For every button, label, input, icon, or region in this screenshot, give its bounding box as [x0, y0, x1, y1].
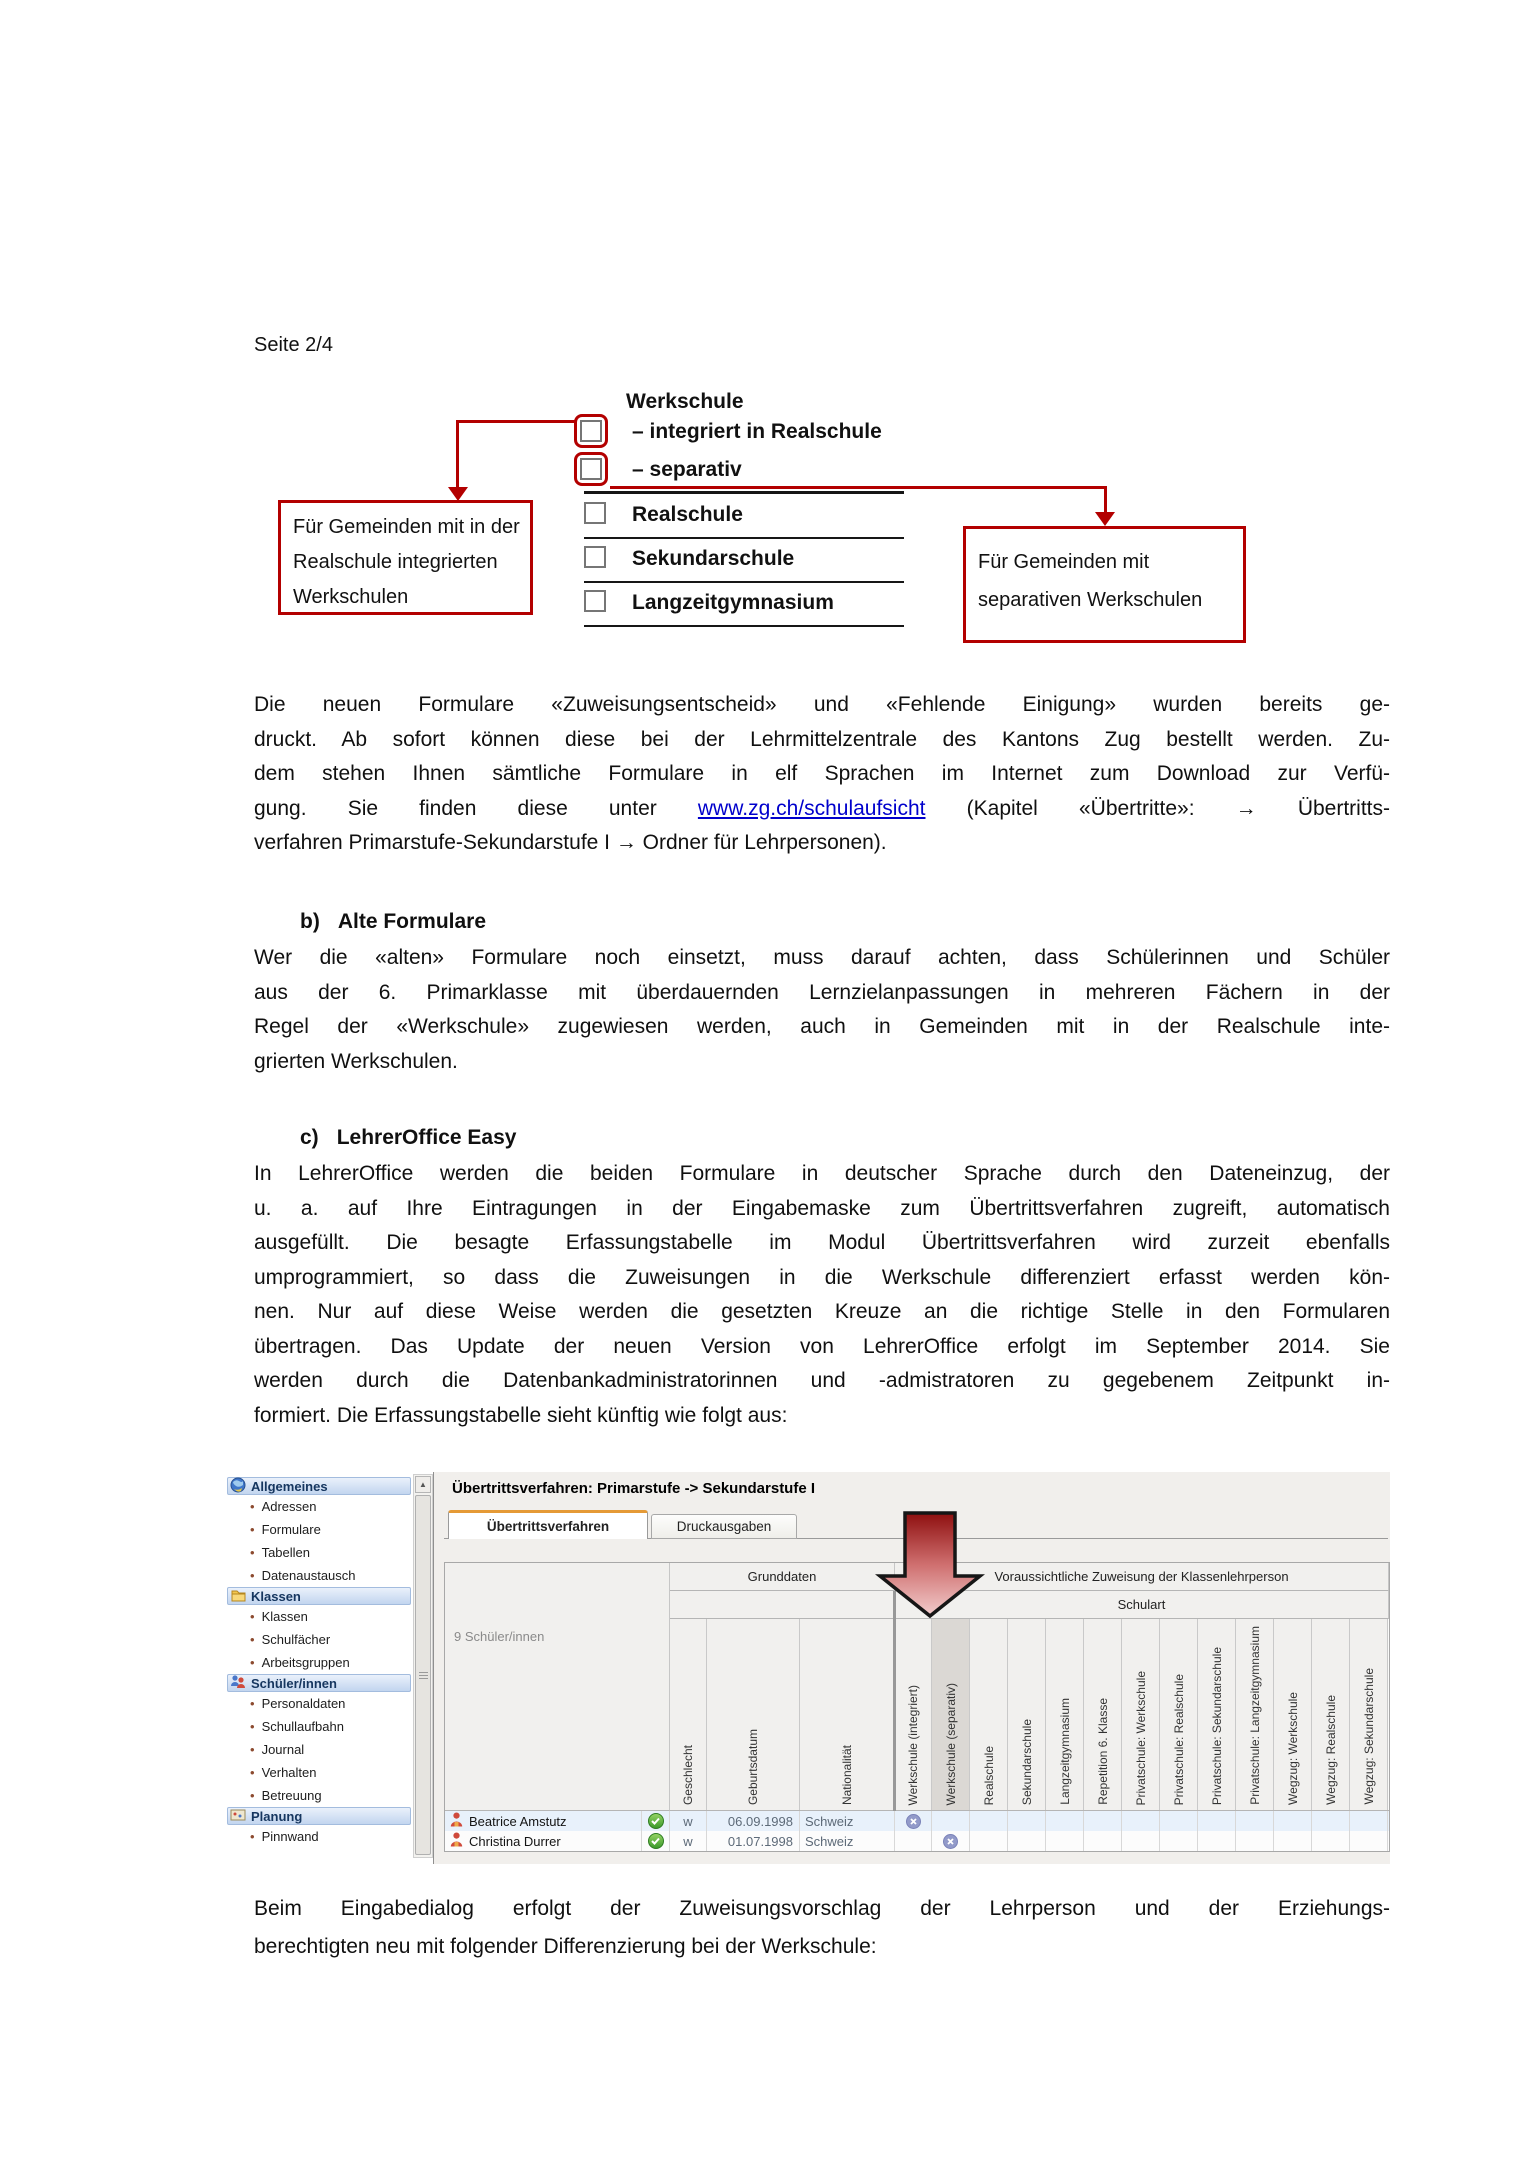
sidebar-section-label: Schüler/innen [251, 1675, 337, 1691]
lehreroffice-screenshot [225, 1472, 1390, 1864]
student-name: Beatrice Amstutz [469, 1813, 567, 1829]
sidebar-item-label: Pinnwand [261, 1829, 319, 1844]
paragraph-line: berechtigten neu mit folgender Differenzierung bei der Werkschule: [254, 1935, 877, 1958]
thumb-grip-icon [419, 1675, 428, 1676]
checkbox-box[interactable] [580, 458, 602, 480]
paragraph-line: formiert. Die Erfassungstabelle sieht künftig wie folgt aus: [254, 1403, 788, 1427]
column-header-nationalitaet[interactable] [800, 1619, 895, 1810]
diagram-group-title: Werkschule [626, 390, 744, 413]
note-line: Für Gemeinden mit in der [293, 516, 520, 538]
zuweisung-cell[interactable] [970, 1811, 1008, 1831]
bullet-icon: • [250, 1632, 255, 1647]
tab-druckausgaben[interactable] [651, 1514, 797, 1539]
cell-value: Schweiz [805, 1813, 854, 1829]
column-label: Wegzug: Realschule [1323, 1695, 1338, 1805]
zuweisung-cell[interactable] [1236, 1811, 1274, 1831]
column-label: Sekundarschule [1019, 1718, 1034, 1805]
checkbox-realschule[interactable] [584, 502, 606, 524]
group-header-grunddaten [670, 1563, 895, 1591]
sidebar-scrollbar[interactable] [413, 1474, 433, 1858]
checkbox-sekundarschule[interactable] [584, 546, 606, 568]
paragraph-line: druckt. Ab sofort können diese bei der Lehrmittelzentrale des Kantons Zug bestellt werden. Zu- [254, 727, 1390, 751]
column-label: Privatschule: Langzeitgymnasium [1247, 1626, 1262, 1805]
status-ok-icon [648, 1813, 664, 1829]
zuweisung-cell[interactable] [1046, 1831, 1084, 1851]
bullet-icon: • [250, 1742, 255, 1757]
zuweisung-cell[interactable] [1084, 1811, 1122, 1831]
checkbox-werkschule-separativ[interactable] [574, 452, 608, 486]
sidebar-item-label: Datenaustausch [261, 1568, 356, 1583]
sidebar-item-journal[interactable] [225, 1738, 413, 1761]
paragraph-line: Die neuen Formulare «Zuweisungsentscheid» und «Fehlende Einigung» wurden bereits ge- [254, 693, 1390, 716]
group-header-label: Voraussichtliche Zuweisung der Klassenlehrperson [994, 1569, 1289, 1584]
form-rule [584, 491, 904, 494]
column-label: Privatschule: Realschule [1171, 1673, 1186, 1805]
zuweisung-cell[interactable] [932, 1811, 970, 1831]
sidebar-item-betreuung[interactable] [225, 1784, 413, 1807]
sidebar-item-label: Formulare [261, 1522, 321, 1537]
column-header-band [670, 1619, 1389, 1811]
note-line: separativen Werkschulen [978, 589, 1203, 611]
geburtsdatum-cell[interactable] [707, 1811, 800, 1831]
column-label: Wegzug: Werkschule [1285, 1692, 1300, 1805]
column-header-privatschule-realschule[interactable] [1160, 1619, 1198, 1810]
column-header-langzeitgymnasium[interactable] [1046, 1619, 1084, 1810]
column-header-wegzug-werkschule[interactable] [1274, 1619, 1312, 1810]
thumb-grip-icon [419, 1672, 428, 1673]
option-label-langzeitgymnasium: Langzeitgymnasium [632, 591, 834, 614]
table-row[interactable] [445, 1831, 1389, 1851]
bullet-icon: • [250, 1696, 255, 1711]
scroll-up-button[interactable] [415, 1476, 431, 1493]
bullet-icon: • [250, 1609, 255, 1624]
status-ok-icon [648, 1833, 664, 1849]
bullet-icon: • [250, 1765, 255, 1780]
bullet-icon: • [250, 1545, 255, 1560]
nationalitaet-cell[interactable] [800, 1831, 895, 1851]
sidebar-item-pinnwand[interactable] [225, 1825, 413, 1848]
sidebar-item-label: Betreuung [261, 1788, 322, 1803]
form-rule [584, 581, 904, 583]
sidebar-item-label: Verhalten [261, 1765, 317, 1780]
sidebar-item-label: Schulfächer [261, 1632, 331, 1647]
closing-paragraph [254, 1890, 1390, 1966]
student-name: Christina Durrer [469, 1833, 561, 1849]
zuweisung-cell[interactable] [1236, 1831, 1274, 1851]
sidebar-item-label: Personaldaten [261, 1696, 346, 1711]
column-label: Nationalität [840, 1744, 854, 1805]
zuweisung-cell[interactable] [1046, 1811, 1084, 1831]
annotation-line-right [610, 486, 1107, 489]
zuweisung-cell[interactable] [1350, 1811, 1388, 1831]
sidebar-section-klassen[interactable] [227, 1587, 411, 1605]
paragraph-line: grierten Werkschulen. [254, 1049, 458, 1073]
sidebar-item-label: Arbeitsgruppen [261, 1655, 350, 1670]
section-title: Alte Formulare [337, 910, 487, 933]
column-label: Geschlecht [681, 1744, 695, 1805]
zuweisung-cell[interactable] [1084, 1831, 1122, 1851]
paragraph-line: Regel der «Werkschule» zugewiesen werden, auch in Gemeinden mit in der Realschule inte- [254, 1015, 1390, 1038]
folder-icon [230, 1587, 246, 1606]
paragraph-line: dem stehen Ihnen sämtliche Formulare in elf Sprachen im Internet zum Download zur Verfü- [254, 762, 1390, 785]
sidebar-item-klassen[interactable] [225, 1605, 413, 1628]
column-header-privatschule-langzeitgymnasium[interactable] [1236, 1619, 1274, 1810]
sidebar-item-arbeitsgruppen[interactable] [225, 1651, 413, 1674]
section-c-heading [254, 1121, 1390, 1156]
zuweisung-cell[interactable] [1198, 1831, 1236, 1851]
highlight-arrow-icon [870, 1508, 1000, 1623]
checkbox-box[interactable] [580, 420, 602, 442]
tab-label: Druckausgaben [676, 1519, 772, 1534]
zuweisung-cell-werkschule-separativ[interactable] [932, 1831, 970, 1851]
bullet-icon: • [250, 1499, 255, 1514]
status-cell[interactable] [642, 1831, 670, 1851]
sidebar-section-planung[interactable] [227, 1807, 411, 1825]
student-count-label: 9 Schüler/innen [454, 1629, 545, 1644]
annotation-line-left [456, 420, 577, 423]
note-line: Für Gemeinden mit [978, 551, 1150, 573]
sidebar-item-datenaustausch[interactable] [225, 1564, 413, 1587]
sidebar-item-label: Klassen [261, 1609, 308, 1624]
bullet-icon: • [250, 1568, 255, 1583]
bullet-icon: • [250, 1719, 255, 1734]
sidebar-section-label: Planung [251, 1808, 303, 1824]
table-row[interactable] [445, 1811, 1389, 1831]
bullet-icon: • [250, 1829, 255, 1844]
sidebar-item-label: Schullaufbahn [261, 1719, 344, 1734]
section-b-body [254, 941, 1390, 1079]
paragraph-line: Wer die «alten» Formulare noch einsetzt, muss darauf achten, dass Schülerinnen und Schüler [254, 946, 1390, 969]
zuweisung-cell[interactable] [895, 1831, 932, 1851]
column-header-geschlecht[interactable] [670, 1619, 707, 1810]
section-marker: b) [300, 910, 320, 933]
sidebar-section-allgemeines[interactable] [227, 1477, 411, 1495]
column-label: Wegzug: Sekundarschule [1361, 1668, 1376, 1805]
column-header-geburtsdatum[interactable] [707, 1619, 800, 1810]
column-label: Werkschule (separativ) [943, 1682, 958, 1805]
column-header-privatschule-werkschule[interactable] [1122, 1619, 1160, 1810]
zuweisung-cell[interactable] [1122, 1811, 1160, 1831]
schulaufsicht-link[interactable]: www.zg.ch/schulaufsicht [697, 796, 926, 820]
zuweisung-cell[interactable] [1312, 1831, 1350, 1851]
note-line: Werkschulen [293, 586, 409, 608]
paragraph-line: ausgefüllt. Die besagte Erfassungstabelle im Modul Übertrittsverfahren wird zurzeit ebenfalls [254, 1231, 1390, 1254]
annotation-line-right [1104, 486, 1107, 513]
zuweisung-cell[interactable] [1008, 1811, 1046, 1831]
student-icon [450, 1812, 463, 1830]
column-header-realschule[interactable] [970, 1619, 1008, 1810]
students-icon [230, 1674, 246, 1693]
sidebar-section-label: Klassen [251, 1588, 301, 1604]
table-corner-cell [445, 1563, 670, 1811]
thumb-grip-icon [419, 1678, 428, 1679]
cell-value: w [683, 1833, 693, 1849]
form-rule [584, 625, 904, 627]
zuweisung-cell[interactable] [1160, 1811, 1198, 1831]
student-name-cell[interactable] [445, 1831, 642, 1851]
checkbox-langzeitgymnasium[interactable] [584, 590, 606, 612]
section-c-body [254, 1157, 1390, 1433]
column-header-werkschule-integriert[interactable] [895, 1619, 932, 1810]
scrollbar-thumb[interactable] [415, 1495, 431, 1855]
paragraph-line: übertragen. Das Update der neuen Version von LehrerOffice erfolgt im September 2014. Sie [254, 1334, 1390, 1358]
annotation-line-left [456, 420, 459, 488]
tab-uebertrittsverfahren[interactable] [448, 1510, 648, 1539]
section-marker: c) [300, 1126, 319, 1149]
globe-icon [230, 1477, 246, 1496]
annotation-arrow-right-icon [1095, 512, 1115, 526]
column-label: Langzeitgymnasium [1057, 1698, 1072, 1805]
form-rule [584, 537, 904, 539]
cell-value: w [683, 1813, 693, 1829]
option-label-integriert: – integriert in Realschule [632, 420, 882, 443]
paragraph-line [254, 792, 1390, 827]
paragraph-line: Beim Eingabedialog erfolgt der Zuweisungsvorschlag der Lehrperson und der Erziehungs- [254, 1897, 1390, 1920]
sidebar-item-schullaufbahn[interactable] [225, 1715, 413, 1738]
sidebar-section-label: Allgemeines [251, 1478, 328, 1494]
column-label: Privatschule: Werkschule [1133, 1670, 1148, 1805]
tab-label: Übertrittsverfahren [486, 1518, 610, 1534]
paragraph-line: umprogrammiert, so dass die Zuweisungen in die Werkschule differenziert erfasst werden kön- [254, 1265, 1390, 1289]
panel-title: Übertrittsverfahren: Primarstufe -> Sekundarstufe I [452, 1480, 816, 1497]
student-name-cell[interactable] [445, 1811, 642, 1831]
column-header-privatschule-sekundarschule[interactable] [1198, 1619, 1236, 1810]
intro-paragraph [254, 688, 1390, 861]
column-header-repetition[interactable] [1084, 1619, 1122, 1810]
assignment-x-icon [906, 1814, 921, 1829]
student-icon [450, 1832, 463, 1850]
sidebar-item-formulare[interactable] [225, 1518, 413, 1541]
zuweisung-cell[interactable] [1198, 1811, 1236, 1831]
cell-value: 06.09.1998 [727, 1813, 793, 1829]
bullet-icon: • [250, 1788, 255, 1803]
section-b-heading [254, 905, 1390, 940]
column-label: Repetition 6. Klasse [1095, 1698, 1110, 1805]
geburtsdatum-cell[interactable] [707, 1831, 800, 1851]
sidebar-item-adressen[interactable] [225, 1495, 413, 1518]
option-label-realschule: Realschule [632, 503, 743, 526]
zuweisung-cell[interactable] [1008, 1831, 1046, 1851]
zuweisung-cell[interactable] [1274, 1811, 1312, 1831]
subgroup-header-label: Schulart [1117, 1597, 1166, 1612]
annotation-arrow-left-icon [448, 487, 468, 501]
cell-value: Schweiz [805, 1833, 854, 1849]
paragraph-line: u. a. auf Ihre Eintragungen in der Eingabemaske zum Übertrittsverfahren zugreift, automatisch [254, 1196, 1390, 1220]
scroll-up-icon: ▲ [419, 1480, 427, 1489]
link-prefix-text: gung. Sie finden diese unter [254, 796, 698, 820]
annotation-note-right [963, 526, 1246, 643]
column-label: Privatschule: Sekundarschule [1209, 1646, 1224, 1805]
column-header-werkschule-separativ[interactable] [932, 1619, 970, 1810]
bullet-icon: • [250, 1522, 255, 1537]
bullet-icon: • [250, 1655, 255, 1670]
subgroup-empty-cell [670, 1591, 895, 1619]
zuweisung-cell-werkschule-integriert[interactable] [895, 1811, 932, 1831]
page-number-label: Seite 2/4 [254, 334, 333, 356]
zuweisung-cell[interactable] [970, 1831, 1008, 1851]
sidebar-item-schulfaecher[interactable] [225, 1628, 413, 1651]
sidebar-item-verhalten[interactable] [225, 1761, 413, 1784]
option-label-sekundarschule: Sekundarschule [632, 547, 795, 570]
column-header-wegzug-realschule[interactable] [1312, 1619, 1350, 1810]
sidebar-item-label: Journal [261, 1742, 305, 1757]
column-label: Realschule [981, 1745, 996, 1805]
column-header-sekundarschule[interactable] [1008, 1619, 1046, 1810]
column-label: Geburtsdatum [746, 1728, 760, 1805]
pinboard-icon [230, 1807, 246, 1826]
column-label: Werkschule (integriert) [906, 1684, 920, 1805]
paragraph-line: aus der 6. Primarklasse mit überdauernden Lernzielanpassungen in mehreren Fächern in der [254, 980, 1390, 1004]
option-label-separativ: – separativ [632, 458, 742, 481]
link-suffix-text: (Kapitel «Übertritte»: → Übertritts- [925, 796, 1390, 820]
paragraph-line: werden durch die Datenbankadministratorinnen und -admistratoren zu gegebenem Zeitpunkt in- [254, 1369, 1390, 1392]
sidebar-item-personaldaten[interactable] [225, 1692, 413, 1715]
zuweisung-cell[interactable] [1350, 1831, 1388, 1851]
zuweisung-cell[interactable] [1160, 1831, 1198, 1851]
zuweisung-cell[interactable] [1274, 1831, 1312, 1851]
group-header-label: Grunddaten [747, 1569, 817, 1584]
checkbox-werkschule-integriert[interactable] [574, 414, 608, 448]
sidebar-item-tabellen[interactable] [225, 1541, 413, 1564]
annotation-note-left [278, 500, 533, 615]
paragraph-line: nen. Nur auf diese Weise werden die gesetzten Kreuze an die richtige Stelle in den Formularen [254, 1300, 1390, 1323]
geschlecht-cell[interactable] [670, 1811, 707, 1831]
sidebar-section-schueler[interactable] [227, 1674, 411, 1692]
zuweisung-cell[interactable] [1312, 1811, 1350, 1831]
zuweisung-cell[interactable] [1122, 1831, 1160, 1851]
cell-value: 01.07.1998 [727, 1833, 793, 1849]
paragraph-line: verfahren Primarstufe-Sekundarstufe I → Ordner für Lehrpersonen). [254, 831, 887, 854]
sidebar-item-label: Tabellen [261, 1545, 310, 1560]
paragraph-line: In LehrerOffice werden die beiden Formulare in deutscher Sprache durch den Dateneinzug, der [254, 1162, 1390, 1185]
sidebar [225, 1477, 413, 1848]
column-header-wegzug-sekundarschule[interactable] [1350, 1619, 1388, 1810]
status-cell[interactable] [642, 1811, 670, 1831]
note-line: Realschule integrierten [293, 551, 498, 573]
assignment-x-icon [943, 1834, 958, 1849]
sidebar-item-label: Adressen [261, 1499, 317, 1514]
nationalitaet-cell[interactable] [800, 1811, 895, 1831]
section-title: LehrerOffice Easy [336, 1126, 517, 1149]
geschlecht-cell[interactable] [670, 1831, 707, 1851]
